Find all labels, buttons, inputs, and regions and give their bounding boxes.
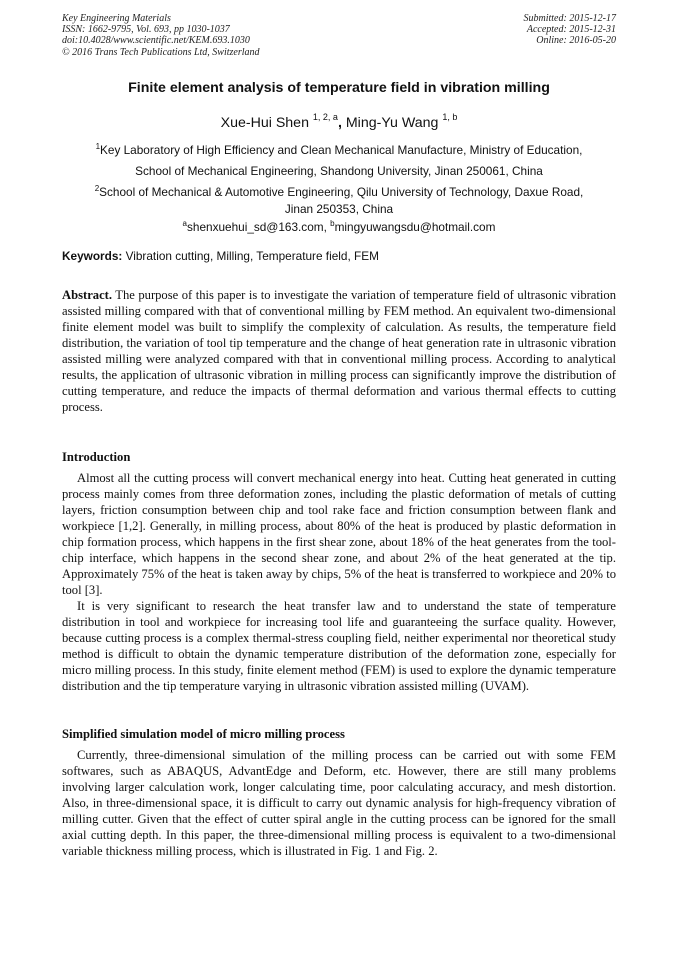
email-mark: b — [330, 219, 335, 228]
section-heading-introduction: Introduction — [62, 450, 131, 464]
abstract-label: Abstract. — [62, 288, 113, 302]
journal-issn: ISSN: 1662-9795, Vol. 693, pp 1030-1037 — [62, 24, 230, 36]
author-line — [62, 112, 616, 131]
author-name: Xue-Hui Shen — [220, 115, 309, 131]
paper-title: Finite element analysis of temperature field in vibration milling — [128, 80, 550, 96]
abstract-text: The purpose of this paper is to investigate the variation of temperature field of ultrasonic vibration assisted milling compared with that of conventional milling by FEM method. An equivalent two-dimensional finite element model was built to simplify the complexity of calculation. As results, the temperature field distribution, the variation of tool tip temperature and the change of heat generation rate in ultrasonic vibration assisted milling were analyzed compared with that in conventional milling process. According to analytical results, the application of ultrasonic vibration in milling process can significantly improve the distribution of cutting temperature, and reduce the impacts of thermal deformation and various thermal effects to cutting process. — [62, 288, 616, 414]
author-emails — [62, 215, 616, 236]
journal-info — [62, 13, 382, 58]
affiliation-text: School of Mechanical & Automotive Engineering, Qilu University of Technology, Daxue Road, — [99, 185, 584, 199]
author-name: Ming-Yu Wang — [345, 115, 439, 131]
author-separator: , — [337, 115, 342, 131]
keywords — [62, 249, 616, 263]
affiliation-text: School of Mechanical Engineering, Shandong University, Jinan 250061, China — [135, 164, 543, 178]
affiliation-mark: 2 — [94, 184, 100, 193]
author-affiliation-mark: 1, 2, a — [312, 112, 338, 122]
submission-dates — [396, 13, 616, 47]
email-mark: a — [182, 219, 187, 228]
journal-doi: doi:10.4028/www.scientific.net/KEM.693.1030 — [62, 35, 250, 47]
section-heading-simulation: Simplified simulation model of micro milling process — [62, 727, 345, 741]
accepted-date: Accepted: 2015-12-31 — [526, 24, 616, 36]
journal-name: Key Engineering Materials — [62, 13, 171, 24]
affiliation-text: Key Laboratory of High Efficiency and Clean Mechanical Manufacture, Ministry of Education, — [100, 143, 583, 157]
paragraph: It is very significant to research the heat transfer law and to understand the state of temperature distribution in tool and workpiece for increasing tool life and guaranteeing the surface quality. However, because cutting process is a complex thermal-stress coupling field, neither experimental nor theoretical study method is difficult to obtain the dynamic temperature distribution of the deformation zone, especially for micro milling process. In this study, finite element method (FEM) is used to explore the dynamic temperature distribution and the tip temperature varying in ultrasonic vibration assisted milling (UVAM). — [62, 599, 616, 693]
affiliation-text: Jinan 250353, China — [284, 202, 394, 216]
paragraph: Almost all the cutting process will convert mechanical energy into heat. Cutting heat generated in cutting process mainly comes from three deformation zones, including the plastic deformation of metals of cutting layers, friction consumption between chip and tool rake face and friction consumption between flank and workpiece [1,2]. Generally, in milling process, about 80% of the heat is produced by plastic deformation in chip formation process, which happens in the first shear zone, about 18% of the heat generates from the tool- chip interface, which happens in the second shear zone, and about 2% of the heat generated at the tip. Approximately 75% of the heat is taken away by chips, 5% of the heat is transferred to workpiece and 20% to tool [3]. — [62, 471, 616, 597]
affiliation-1 — [62, 138, 616, 180]
keywords-label: Keywords: — [62, 249, 123, 263]
affiliation-2 — [62, 180, 616, 218]
abstract — [62, 287, 616, 415]
author-affiliation-mark: 1, b — [442, 112, 458, 122]
journal-copyright: © 2016 Trans Tech Publications Ltd, Switzerland — [62, 46, 260, 58]
email-address: mingyuwangsdu@hotmail.com — [334, 220, 496, 234]
online-date: Online: 2016-05-20 — [536, 35, 616, 47]
affiliation-mark: 1 — [95, 142, 101, 151]
paragraph: Currently, three-dimensional simulation of the milling process can be carried out with some FEM softwares, such as ABAQUS, AdvantEdge and Deform, etc. However, there are still many problems involving larger calculation work, longer calculating time, poor calculating accuracy, and mesh distortion. Also, in three-dimensional space, it is difficult to carry out dynamic analysis for high-frequency vibration of milling cutter. Given that the effect of cutter spiral angle in the cutting process can be ignored for the small axial cutting depth. In this paper, the three-dimensional milling process is equivalent to a two-dimensional variable thickness milling process, which is illustrated in Fig. 1 and Fig. 2. — [62, 748, 616, 858]
keywords-text: Vibration cutting, Milling, Temperature field, FEM — [122, 249, 379, 263]
submitted-date: Submitted: 2015-12-17 — [523, 13, 616, 24]
email-address: shenxuehui_sd@163.com, — [187, 220, 331, 234]
